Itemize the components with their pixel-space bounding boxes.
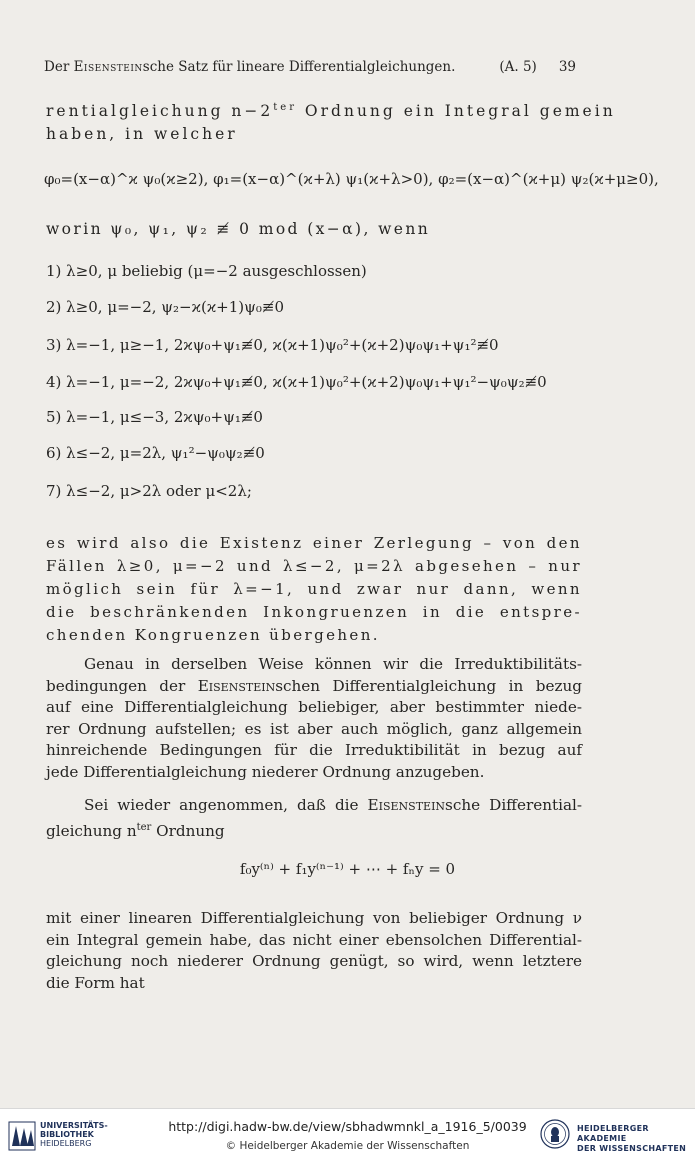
header-title — [44, 59, 455, 75]
intro-line-1-a: rentialgleichung n−2 — [46, 102, 274, 121]
para1-line-2: Fällen λ≥0, μ=−2 und λ≤−2, μ=2λ abgesehen – nur — [46, 557, 582, 575]
para1-line-1: es wird also die Existenz einer Zerlegung – von den — [46, 534, 582, 552]
condition-4: 4) λ=−1, μ=−2, 2ϰψ₀+ψ₁≢0, ϰ(ϰ+1)ψ₀²+(ϰ+2)ψ₀ψ₁+ψ₁²−ψ₀ψ₂≢0 — [46, 373, 547, 391]
header-title-prefix: Der — [44, 59, 74, 75]
para4-line-2: ein Integral gemein habe, das nicht einer ebensolchen Differential- — [46, 930, 582, 949]
para2-line-2-name: Eisenstein — [197, 676, 276, 695]
header-section: (A. 5) — [499, 59, 537, 75]
para1-line-4: die beschränkenden Inkongruenzen in die entspre- — [46, 603, 582, 621]
formula-equation: f₀y⁽ⁿ⁾ + f₁y⁽ⁿ⁻¹⁾ + ⋯ + fₙy = 0 — [239, 860, 456, 878]
condition-6: 6) λ≤−2, μ=2λ, ψ₁²−ψ₀ψ₂≢0 — [46, 444, 265, 462]
running-header — [44, 59, 576, 75]
paragraph-2 — [46, 654, 582, 783]
para4-line-3: gleichung noch niederer Ordnung genügt, so wird, wenn letztere — [46, 952, 582, 970]
para2-line-1: Genau in derselben Weise können wir die Irreduktibilitäts- — [84, 655, 582, 673]
header-title-name: Eisenstein — [73, 59, 143, 75]
para1-line-3: möglich sein für λ=−1, und zwar nur dann, wenn — [46, 580, 582, 598]
library-line-2: BIBLIOTHEK — [40, 1130, 94, 1139]
paragraph-1 — [46, 532, 582, 647]
library-line-3: HEIDELBERG — [40, 1139, 92, 1148]
para2-line-2-b: schen Differentialgleichung in bezug — [275, 676, 582, 695]
header-right — [477, 59, 576, 75]
para3-line-2-a: gleichung n — [46, 821, 137, 840]
header-title-suffix: sche Satz für lineare Differentialgleichungen. — [142, 59, 456, 75]
formula-main: φ₀=(x−α)^ϰ ψ₀(ϰ≥2), φ₁=(x−α)^(ϰ+λ) ψ₁(ϰ+λ>0), φ₂=(x−α)^(ϰ+μ) ψ₂(ϰ+μ≥0), — [44, 170, 659, 188]
permalink-url[interactable]: http://digi.hadw-bw.de/view/sbhadwmnkl_a_1916_5/0039 — [168, 1119, 527, 1134]
intro-line-1-sup: ter — [273, 102, 297, 113]
para3-line-2-sup: ter — [136, 821, 152, 833]
intro-line-1-b: Ordnung ein Integral gemein — [297, 102, 616, 121]
para2-line-4: rer Ordnung aufstellen; es ist aber auch möglich, ganz allgemein — [46, 719, 582, 738]
para2-line-5: hinreichende Bedingungen für die Irreduktibilität in bezug auf — [46, 741, 582, 759]
page-number: 39 — [558, 59, 576, 75]
para1-line-5: chenden Kongruenzen übergehen. — [46, 626, 380, 644]
intro-line-1 — [46, 96, 616, 123]
para2-line-3: auf eine Differentialgleichung beliebiger, aber bestimmter niede- — [46, 698, 582, 716]
paragraph-3 — [46, 795, 582, 842]
condition-1: 1) λ≥0, μ beliebig (μ=−2 ausgeschlossen) — [46, 262, 367, 280]
para3-line-1-a: Sei wieder angenommen, daß die — [84, 796, 368, 814]
condition-3: 3) λ=−1, μ≥−1, 2ϰψ₀+ψ₁≢0, ϰ(ϰ+1)ψ₀²+(ϰ+2)ψ₀ψ₁+ψ₁²≢0 — [46, 336, 499, 354]
para3-line-1-b: sche Differential- — [445, 796, 582, 814]
para3-line-1 — [46, 795, 582, 817]
viewer-footer — [0, 1108, 695, 1159]
para2-line-6: jede Differentialgleichung niederer Ordnung anzugeben. — [46, 762, 485, 781]
copyright-notice: © Heidelberger Akademie der Wissenschaften — [225, 1140, 470, 1152]
condition-5: 5) λ=−1, μ≤−3, 2ϰψ₀+ψ₁≢0 — [46, 408, 263, 426]
para3-line-2-b: Ordnung — [151, 821, 225, 840]
academy-seal-icon — [540, 1118, 570, 1150]
paragraph-4 — [46, 908, 582, 994]
intro-line-2: haben, in welcher — [46, 125, 238, 144]
intro-text — [46, 96, 616, 146]
academy-line-2: DER WISSENSCHAFTEN — [577, 1144, 687, 1153]
para4-line-4: die Form hat — [46, 973, 145, 992]
academy-line-1: HEIDELBERGER AKADEMIE — [577, 1124, 649, 1143]
para3-line-2 — [46, 817, 582, 843]
academy-name — [577, 1124, 695, 1154]
para2-line-2-a: bedingungen der — [46, 676, 198, 695]
worin-line: worin ψ₀, ψ₁, ψ₂ ≢ 0 mod (x−α), wenn — [46, 220, 431, 238]
para3-line-1-name: Eisenstein — [367, 796, 446, 814]
condition-2: 2) λ≥0, μ=−2, ψ₂−ϰ(ϰ+1)ψ₀≢0 — [46, 298, 285, 316]
para2-line-2 — [46, 676, 582, 698]
library-line-1: UNIVERSITÄTS- — [40, 1121, 108, 1130]
condition-7: 7) λ≤−2, μ>2λ oder μ<2λ; — [46, 482, 252, 500]
para4-line-1: mit einer linearen Differentialgleichung von beliebiger Ordnung ν — [46, 909, 582, 927]
